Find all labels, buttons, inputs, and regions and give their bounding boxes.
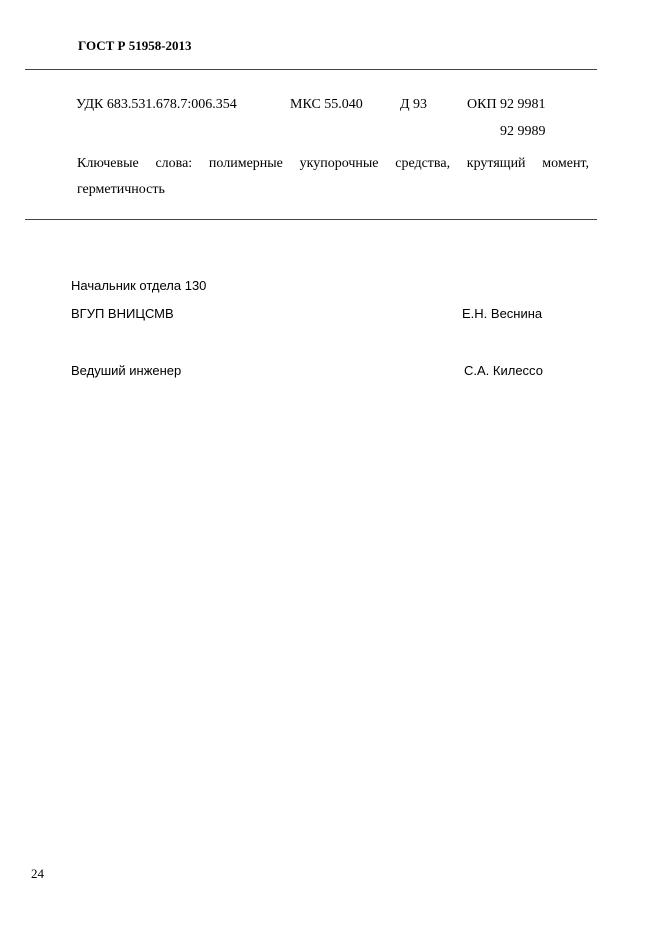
mks-code: МКС 55.040 xyxy=(290,97,363,112)
udk-code: УДК 683.531.678.7:006.354 xyxy=(76,97,237,112)
signatory-title: Начальник отдела 130 xyxy=(71,278,207,293)
d-code: Д 93 xyxy=(400,97,428,112)
okp-code-line2: 92 9989 xyxy=(500,124,546,139)
signatory-name-1: Е.Н. Веснина xyxy=(462,306,543,321)
signatory-position-2: Ведуший инженер xyxy=(71,363,182,378)
document-header-title: ГОСТ Р 51958-2013 xyxy=(78,38,192,53)
signatory-name-2: С.А. Килессо xyxy=(464,363,543,378)
top-divider xyxy=(25,69,597,70)
okp-code-line1: ОКП 92 9981 xyxy=(467,97,546,112)
keywords-paragraph: Ключевые слова: полимерные укупорочные средства, крутящий момент, герметичность xyxy=(77,156,589,197)
signatory-organization: ВГУП ВНИЦСМВ xyxy=(71,306,174,321)
page-number: 24 xyxy=(31,866,44,881)
bottom-divider xyxy=(25,219,597,220)
